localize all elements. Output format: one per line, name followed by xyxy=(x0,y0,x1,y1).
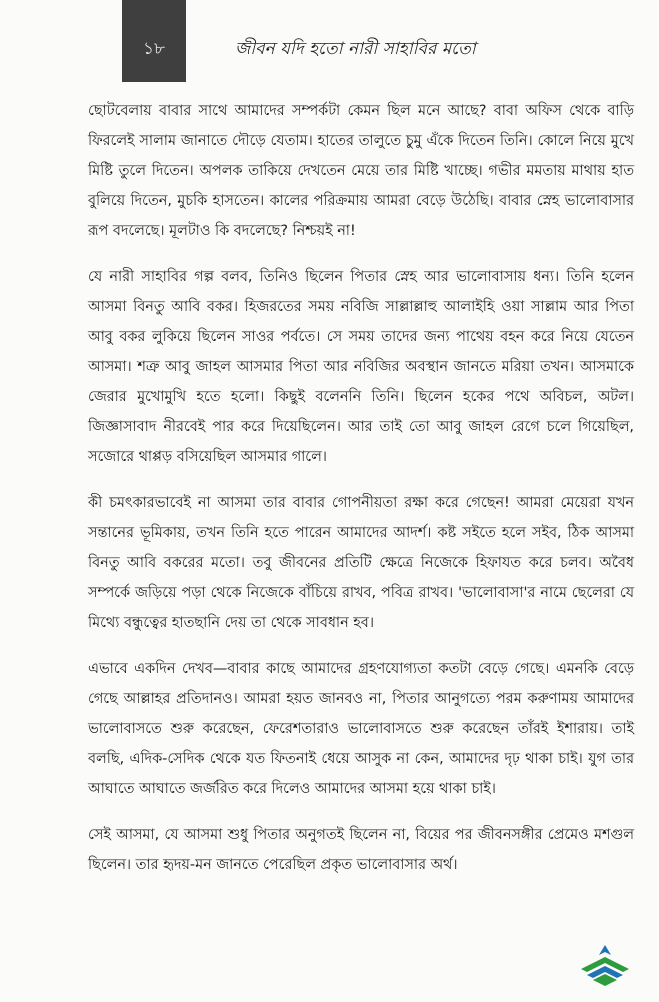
page-number: ১৮ xyxy=(142,39,166,59)
running-title: জীবন যদি হতো নারী সাহাবির মতো xyxy=(235,39,476,59)
paragraph-1: ছোটবেলায় বাবার সাথে আমাদের সম্পর্কটা কেমন ছিল মনে আছে? বাবা অফিস থেকে বাড়ি ফিরলেই সালাম জানাতে দৌড়ে যেতাম। হাতের তালুতে চুমু এঁকে দিতেন তিনি। কোলে নিয়ে মুখে মিষ্টি তুলে দিতেন। অপলক তাকিয়ে দেখতেন মেয়ে তার মিষ্টি খাচ্ছে। গভীর মমতায় মাথায় হাত বুলিয়ে দিতেন, মুচকি হাসতেন। কালের পরিক্রমায় আমরা বেড়ে উঠেছি। বাবার স্নেহ ভালোবাসার রূপ বদলেছে। মূলটাও কি বদলেছে? নিশ্চয়ই না! xyxy=(88,103,634,239)
paragraph-4: এভাবে একদিন দেখব—বাবার কাছে আমাদের গ্রহণযোগ্যতা কতটা বেড়ে গেছে। এমনকি বেড়ে গেছে আল্লাহর প্রতিদানও। আমরা হয়ত জানবও না, পিতার আনুগত্যে পরম করুণাময় আমাদের ভালোবাসতে শুরু করেছেন, ফেরেশতারাও ভালোবাসতে শুরু করেছেন তাঁরই ইশারায়। তাই বলছি, এদিক-সেদিক থেকে যত ফিতনাই ধেয়ে আসুক না কেন, আমাদের দৃঢ় থাকা চাই। যুগ তার আঘাতে আঘাতে জর্জরিত করে দিলেও আমাদের আসমা হয়ে থাকা চাই। xyxy=(88,661,634,797)
paragraph-5: সেই আসমা, যে আসমা শুধু পিতার অনুগতই ছিলেন না, বিয়ের পর জীবনসঙ্গীর প্রেমেও মশগুল ছিলেন। তার হৃদয়-মন জানতে পেরেছিল প্রকৃত ভালোবাসার অর্থ। xyxy=(88,827,634,873)
body-text xyxy=(88,96,634,896)
paragraph-2: যে নারী সাহাবির গল্প বলব, তিনিও ছিলেন পিতার স্নেহ আর ভালোবাসায় ধন্য। তিনি হলেন আসমা বিনতু আবি বকর। হিজরতের সময় নবিজি সাল্লাল্লাহু আলাইহি ওয়া সাল্লাম আর পিতা আবু বকর লুকিয়ে ছিলেন সাওর পর্বতে। সে সময় তাদের জন্য পাথেয় বহন করে নিয়ে যেতেন আসমা। শত্রু আবু জাহল আসমার পিতা আর নবিজির অবস্থান জানতে মরিয়া তখন। আসমাকে জেরার মুখোমুখি হতে হলো। কিছুই বলেননি তিনি। ছিলেন হকের পথে অবিচল, অটল। জিজ্ঞাসাবাদ নীরবেই পার করে দিয়েছিলেন। আর তাই তো আবু জাহল রেগে চলে গিয়েছিল, সজোরে থাপ্পড় বসিয়েছিল আসমার গালে। xyxy=(88,269,634,465)
book-logo-icon xyxy=(577,943,633,987)
paragraph-3: কী চমৎকারভাবেই না আসমা তার বাবার গোপনীয়তা রক্ষা করে গেছেন! আমরা মেয়েরা যখন সন্তানের ভূমিকায়, তখন তিনি হতে পারেন আমাদের আদর্শ। কষ্ট সইতে হলে সইব, ঠিক আসমা বিনতু আবি বকরের মতো। তবু জীবনের প্রতিটি ক্ষেত্রে নিজেকে হিফাযত করে চলব। অবৈধ সম্পর্কে জড়িয়ে পড়া থেকে নিজেকে বাঁচিয়ে রাখব, পবিত্র রাখব। 'ভালোবাসা'র নামে ছেলেরা যে মিথ্যে বন্ধুত্বের হাতছানি দেয় তা থেকে সাবধান হব। xyxy=(88,495,634,631)
